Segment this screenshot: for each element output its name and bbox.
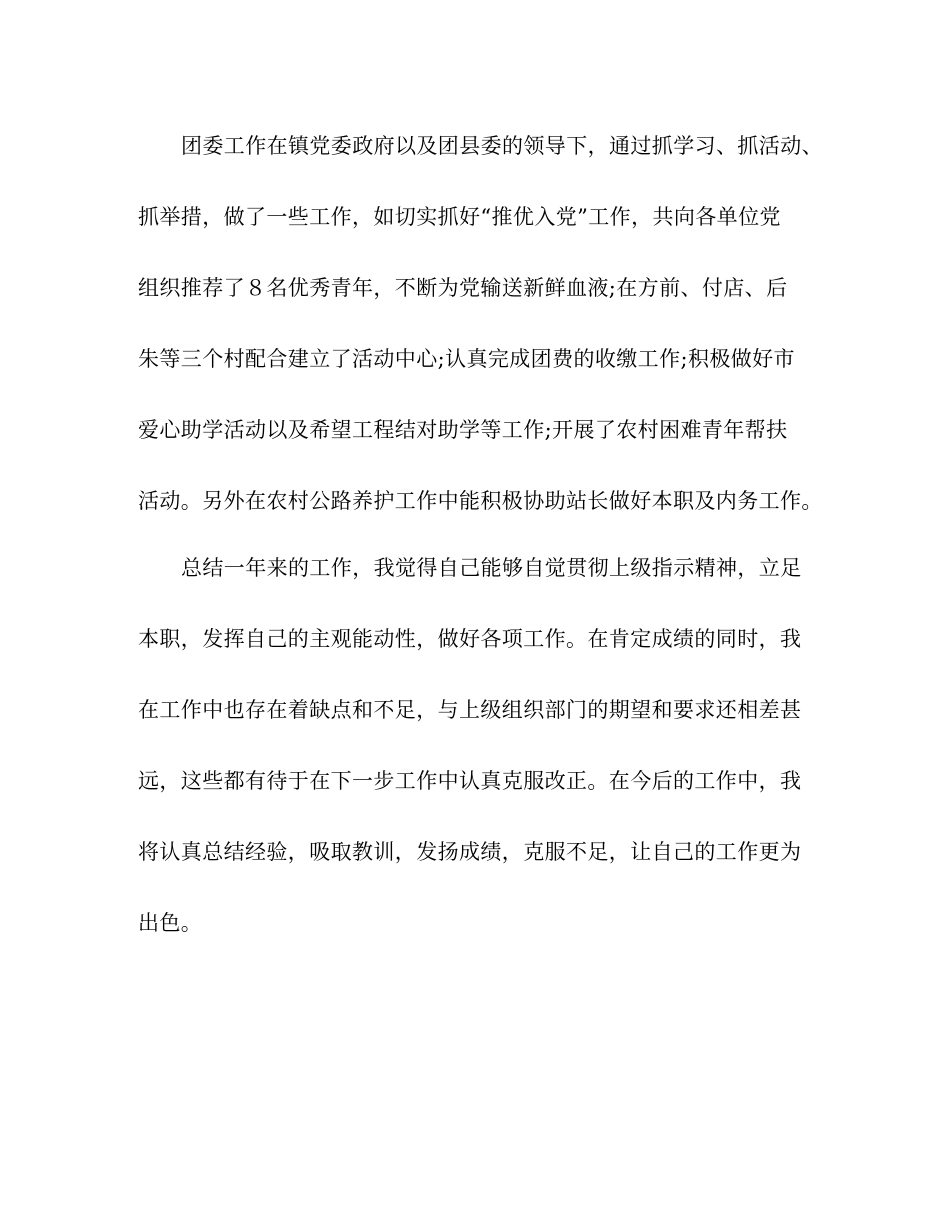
text-line: 总结一年来的工作，我觉得自己能够自觉贯彻上级指示精神，立足 bbox=[181, 556, 802, 580]
text-line: 团委工作在镇党委政府以及团县委的领导下，通过抓学习、抓活动、 bbox=[181, 134, 823, 158]
text-line: 将认真总结经验，吸取教训，发扬成绩，克服不足，让自己的工作更为 bbox=[138, 840, 802, 864]
text-line: 在工作中也存在着缺点和不足，与上级组织部门的期望和要求还相差甚 bbox=[138, 698, 802, 722]
text-line: 组织推荐了８名优秀青年，不断为党输送新鲜血液;在方前、付店、后 bbox=[138, 276, 788, 300]
text-line: 远，这些都有待于在下一步工作中认真克服改正。在今后的工作中，我 bbox=[138, 769, 802, 793]
text-line: 爱心助学活动以及希望工程结对助学等工作;开展了农村困难青年帮扶 bbox=[138, 418, 788, 442]
text-line: 出色。 bbox=[138, 911, 203, 935]
text-line: 朱等三个村配合建立了活动中心;认真完成团费的收缴工作;积极做好市 bbox=[138, 347, 795, 371]
text-line: 活动。另外在农村公路养护工作中能积极协助站长做好本职及内务工作。 bbox=[138, 489, 823, 513]
text-line: 本职，发挥自己的主观能动性，做好各项工作。在肯定成绩的同时，我 bbox=[138, 627, 802, 651]
text-line: 抓举措，做了一些工作，如切实抓好“推优入党”工作，共向各单位党 bbox=[138, 205, 781, 229]
